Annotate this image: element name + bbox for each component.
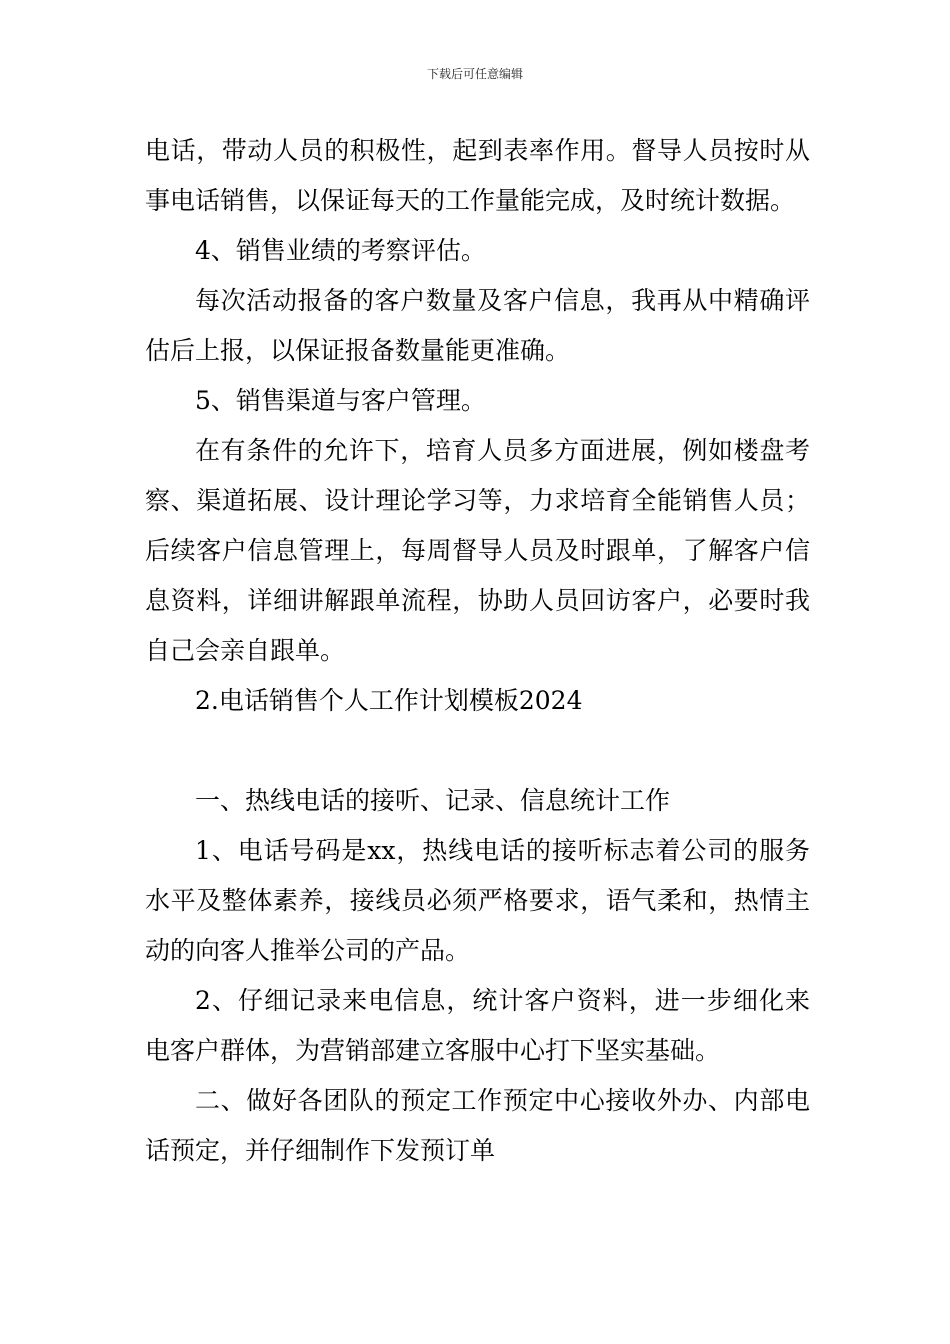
paragraph-performance-evaluation: 每次活动报备的客户数量及客户信息，我再从中精确评估后上报，以保证报备数量能更准确。 <box>145 286 810 365</box>
page-header-note: 下载后可任意编辑 <box>426 67 523 81</box>
section-heading-hotline: 一、热线电话的接听、记录、信息统计工作 <box>195 786 671 815</box>
paragraph-channel-management: 在有条件的允许下，培育人员多方面进展，例如楼盘考察、渠道拓展、设计理论学习等，力求培育全能销售人员；后续客户信息管理上，每周督导人员及时跟单，了解客户信息资料，详细讲解跟单流程，协助人员回访客户，必要时我自己会亲自跟单。 <box>145 436 810 665</box>
document-body <box>145 126 810 1176</box>
section-heading-5: 5、销售渠道与客户管理。 <box>195 386 486 415</box>
section-heading-4: 4、销售业绩的考察评估。 <box>195 236 486 265</box>
paragraph-record-info: 2、仔细记录来电信息，统计客户资料，进一步细化来电客户群体，为营销部建立客服中心打下坚实基础。 <box>145 986 810 1065</box>
section-heading-booking: 二、做好各团队的预定工作预定中心接收外办、内部电话预定，并仔细制作下发预订单 <box>145 1086 810 1165</box>
article-title-2: 2.电话销售个人工作计划模板2024 <box>195 686 583 715</box>
paragraph-continuation: 电话，带动人员的积极性，起到表率作用。督导人员按时从事电话销售，以保证每天的工作量能完成，及时统计数据。 <box>145 136 810 215</box>
paragraph-phone-number: 1、电话号码是xx，热线电话的接听标志着公司的服务水平及整体素养，接线员必须严格要求，语气柔和，热情主动的向客人推举公司的产品。 <box>145 836 810 965</box>
